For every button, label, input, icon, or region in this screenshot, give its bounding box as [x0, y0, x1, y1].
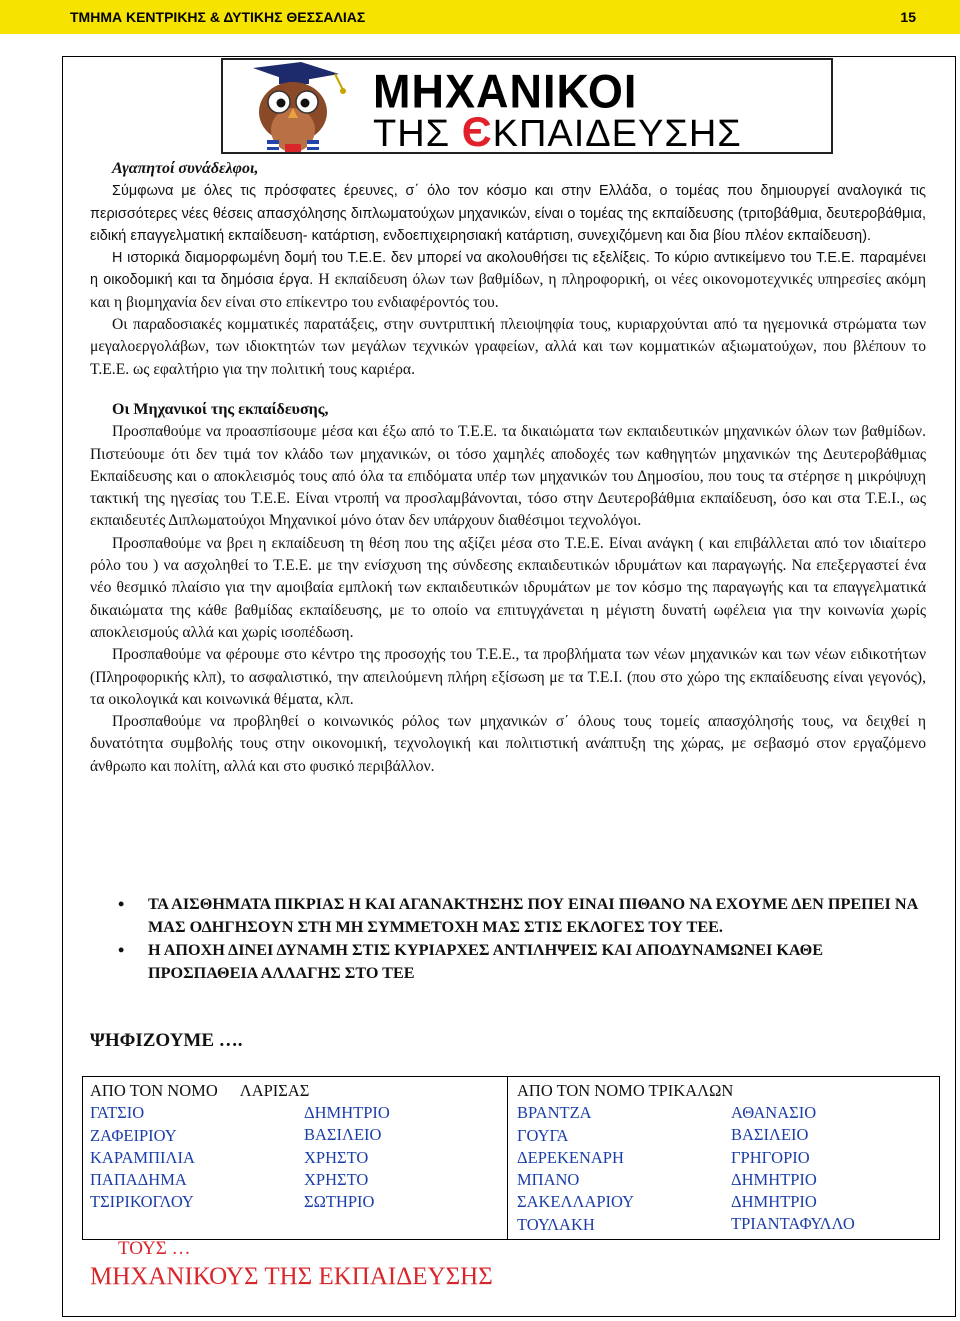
engineers-paragraph-3: Προσπαθούμε να φέρουμε στο κέντρο της προσοχής του Τ.Ε.Ε., τα προβλήματα των νέων μηχανικών και των νέων ειδικοτήτων (Πληροφορικής κλπ), το ασφαλιστικό, την απειλούμενη πλήρη εξίσωση με τα Τ.Ε.Ι. (που στο χώρο της εκπαίδευσης είναι γεγονός), τα οικολογικά και κοινωνικά θέματα, κλπ.: [90, 646, 926, 708]
candidate-first-name: ΒΑΣΙΛΕΙΟ: [731, 1125, 809, 1145]
intro-paragraph-2: Η ιστορικά διαμορφωμένη δομή του Τ.Ε.Ε. δεν μπορεί να ακολουθήσει τις εξελίξεις. Το κύριο αντικείμενο του Τ.Ε.Ε. παραμένει η οικοδομική και τα δημόσια έργα. Η εκπαίδευση όλων των βαθμίδων, η πληροφορική, οι νέες οικονομοτεχνικές υπηρεσίες ακόμη και η βιομηχανία δεν είναι στο επίκεντρο του ενδιαφέροντός του.: [90, 250, 926, 311]
masthead-logo: [221, 58, 833, 154]
candidate-first-name: ΓΡΗΓΟΡΙΟ: [731, 1147, 810, 1167]
paragraph-traditional-parties: Οι παραδοσιακές κομματικές παρατάξεις, στην συντριπτική πλειοψηφία τους, κυριαρχούνται από τα ηγεμονικά στρώματα των μεγαλοεργολάβων, των ιδιοκτητών των μεγάλων τεχνικών γραφείων, αλλά και των κομματικών αξιωματούχων, που βλέπουν το Τ.Ε.Ε. ως εφαλτήριο για την πολιτική τους καριέρα.: [90, 316, 926, 378]
page-header: [0, 0, 960, 34]
candidates-divider: [507, 1076, 508, 1240]
page-number: 15: [900, 9, 916, 25]
engineers-heading: Οι Μηχανικοί της εκπαίδευσης,: [112, 400, 329, 418]
candidate-surname: ΖΑΦΕΙΡΙΟΥ: [90, 1125, 177, 1145]
trikala-heading: ΑΠΟ ΤΟΝ ΝΟΜΟ ΤΡΙΚΑΛΩΝ: [517, 1081, 734, 1100]
larisa-firstnames-column: [304, 1102, 390, 1213]
candidate-surname: ΣΑΚΕΛΛΑΡΙΟΥ: [517, 1192, 635, 1212]
header-title: ΤΜΗΜΑ ΚΕΝΤΡΙΚΗΣ & ΔΥΤΙΚΗΣ ΘΕΣΣΑΛΙΑΣ: [70, 9, 366, 25]
logo-title-line2: ΤΗΣ ЄΚΠΑΙΔΕΥΣΗΣ: [373, 108, 742, 154]
intro-paragraph-1: Σύμφωνα με όλες τις πρόσφατες έρευνες, σ΄ όλο τον κόσμο και στην Ελλάδα, ο τομέας που δημιουργεί αναλογικά τις περισσότερες νέες θέσεις απασχόλησης διπλωματούχων μηχανικών, είναι ο τομέας της εκπαίδευσης (τριτοβάθμια, δευτεροβάθμια, ειδική επαγγελματική εκπαίδευση- κατάρτιση, ενδοεπιχειρησιακή κατάρτιση, συνεχιζόμενη και δια βίου πλέον εκπαίδευση).: [90, 183, 926, 244]
candidate-first-name: ΑΘΑΝΑΣΙΟ: [731, 1103, 817, 1122]
candidate-first-name: ΧΡΗΣΤΟ: [304, 1169, 369, 1189]
logo-title-line1: ΜΗΧΑΝΙΚΟΙ: [373, 64, 638, 119]
letter-body: [90, 158, 926, 778]
candidate-surname: ΤΣΙΡΙΚΟΓΛΟΥ: [90, 1192, 194, 1212]
larisa-surnames-column: [90, 1080, 309, 1214]
candidate-first-name: ΤΡΙΑΝΤΑΦΥΛΛΟ: [731, 1214, 855, 1234]
candidate-surname: ΒΡΑΝΤΖΑ: [517, 1103, 592, 1123]
engineers-paragraph-1: Προσπαθούμε να προασπίσουμε μέσα και έξω από το Τ.Ε.Ε. τα δικαιώματα των εκπαιδευτικών μηχανικών όλων των βαθμίδων. Πιστεύουμε ότι δεν τιμά τον κλάδο των μηχανικών, οι τόσο χαμηλές αποδοχές των καθηγητών μηχανικών της Δευτεροβάθμιας Εκπαίδευσης και ο αποκλεισμός τους από όλα τα επιδόματα υπέρ των μηχανικών του Δημοσίου, που τους τα στέρησε η μικρόψυχη τακτική της ηγεσίας του Τ.Ε.Ε. Είναι ντροπή να προσλαμβάνονται, τόσο στην Δευτεροβάθμια εκπαίδευση, όσο και στα Τ.Ε.Ι., ως εκπαιδευτές Διπλωματούχοι Μηχανικοί μόνο όταν δεν υπάρχουν διαθέσιμοι τεχνολόγοι.: [90, 423, 926, 530]
engineers-paragraph-2: Προσπαθούμε να βρει η εκπαίδευση τη θέση που της αξίζει μέσα στο Τ.Ε.Ε. Είναι ανάγκη ( και επιβάλλεται από τον ιδιαίτερο ρόλο του ) να ασχοληθεί το Τ.Ε.Ε. με την ενίσχυση της σύνδεσης εκπαιδευτικών ιδρυμάτων και παραγωγής. Να επεξεργαστεί ένα νέο θεσμικό πλαίσιο για την αμοιβαία εμπλοκή των εκπαιδευτικών ιδρυμάτων με τον κόσμο της παραγωγής και τα επαγγελματικά δικαιώματα της κάθε βαθμίδας εκπαίδευσης, με το οποίο να επιτυγχάνεται η μέγιστη δυνατή ωφέλεια για την κοινωνία χωρίς αποκλεισμούς αλλά και χωρίς ισοπέδωση.: [90, 534, 926, 641]
trikala-firstnames-column: [731, 1102, 855, 1236]
candidate-first-name: ΔΗΜΗΤΡΙΟ: [304, 1103, 390, 1122]
candidate-surname: ΤΟΥΛΑΚΗ: [517, 1214, 595, 1234]
candidate-first-name: ΒΑΣΙΛΕΙΟ: [304, 1125, 382, 1145]
trikala-surnames-column: [517, 1080, 733, 1236]
bullet-list: [118, 893, 928, 985]
larisa-heading: ΑΠΟ ΤΟΝ ΝΟΜΟ ΛΑΡΙΣΑΣ: [90, 1081, 310, 1100]
owl-mascot-icon: [223, 60, 373, 154]
bullet-item: • ΤΑ ΑΙΣΘΗΜΑΤΑ ΠΙΚΡΙΑΣ Η ΚΑΙ ΑΓΑΝΑΚΤΗΣΗΣ ΠΟΥ ΕΙΝΑΙ ΠΙΘΑΝΟ ΝΑ ΕΧΟΥΜΕ ΔΕΝ ΠΡΕΠΕΙ ΝΑ ΜΑΣ ΟΔΗΓΗΣΟΥΝ ΣΤΗ ΜΗ ΣΥΜΜΕΤΟΧΗ ΜΑΣ ΣΤΙΣ ΕΚΛΟΓΕΣ ΤΟΥ ΤΕΕ.: [118, 893, 928, 939]
candidate-surname: ΔΕΡΕΚΕΝΑΡΗ: [517, 1147, 624, 1167]
candidate-surname: ΚΑΡΑΜΠΙΛΙΑ: [90, 1147, 195, 1167]
closing-line-2: ΜΗΧΑΝΙΚΟΥΣ ΤΗΣ ΕΚΠΑΙΔΕΥΣΗΣ: [90, 1263, 493, 1290]
candidate-surname: ΓΑΤΣΙΟ: [90, 1103, 145, 1123]
bullet-item: • Η ΑΠΟΧΗ ΔΙΝΕΙ ΔΥΝΑΜΗ ΣΤΙΣ ΚΥΡΙΑΡΧΕΣ ΑΝΤΙΛΗΨΕΙΣ ΚΑΙ ΑΠΟΔΥΝΑΜΩΝΕΙ ΚΑΘΕ ΠΡΟΣΠΑΘΕΙΑ ΑΛΛΑΓΗΣ ΣΤΟ ΤΕΕ: [118, 939, 928, 985]
candidate-surname: ΠΑΠΑΔΗΜΑ: [90, 1170, 187, 1190]
candidate-first-name: ΔΗΜΗΤΡΙΟ: [731, 1169, 817, 1189]
logo-e-mark: Є: [461, 108, 493, 154]
closing-line-1: ΤΟΥΣ …: [118, 1238, 191, 1259]
candidate-first-name: ΣΩΤΗΡΙΟ: [304, 1192, 375, 1212]
candidate-surname: ΓΟΥΓΑ: [517, 1125, 569, 1145]
vote-label: ΨΗΦΙΖΟΥΜΕ ….: [90, 1030, 243, 1051]
engineers-paragraph-4: Προσπαθούμε να προβληθεί ο κοινωνικός ρόλος των μηχανικών σ΄ όλους τους τομείς απασχόλησής τους, να δειχθεί η δυνατότητα συμβολής τους στην οικονομική, τεχνολογική και πολιτιστική ανάπτυξη της χώρας, με σεβασμό στον εργαζόμενο άνθρωπο και πολίτη, αλλά και στο φυσικό περιβάλλον.: [90, 713, 926, 775]
candidate-first-name: ΔΗΜΗΤΡΙΟ: [731, 1192, 817, 1212]
candidate-surname: ΜΠΑΝΟ: [517, 1170, 580, 1190]
candidate-first-name: ΧΡΗΣΤΟ: [304, 1147, 369, 1167]
salutation: Αγαπητοί συνάδελφοι,: [112, 160, 259, 177]
